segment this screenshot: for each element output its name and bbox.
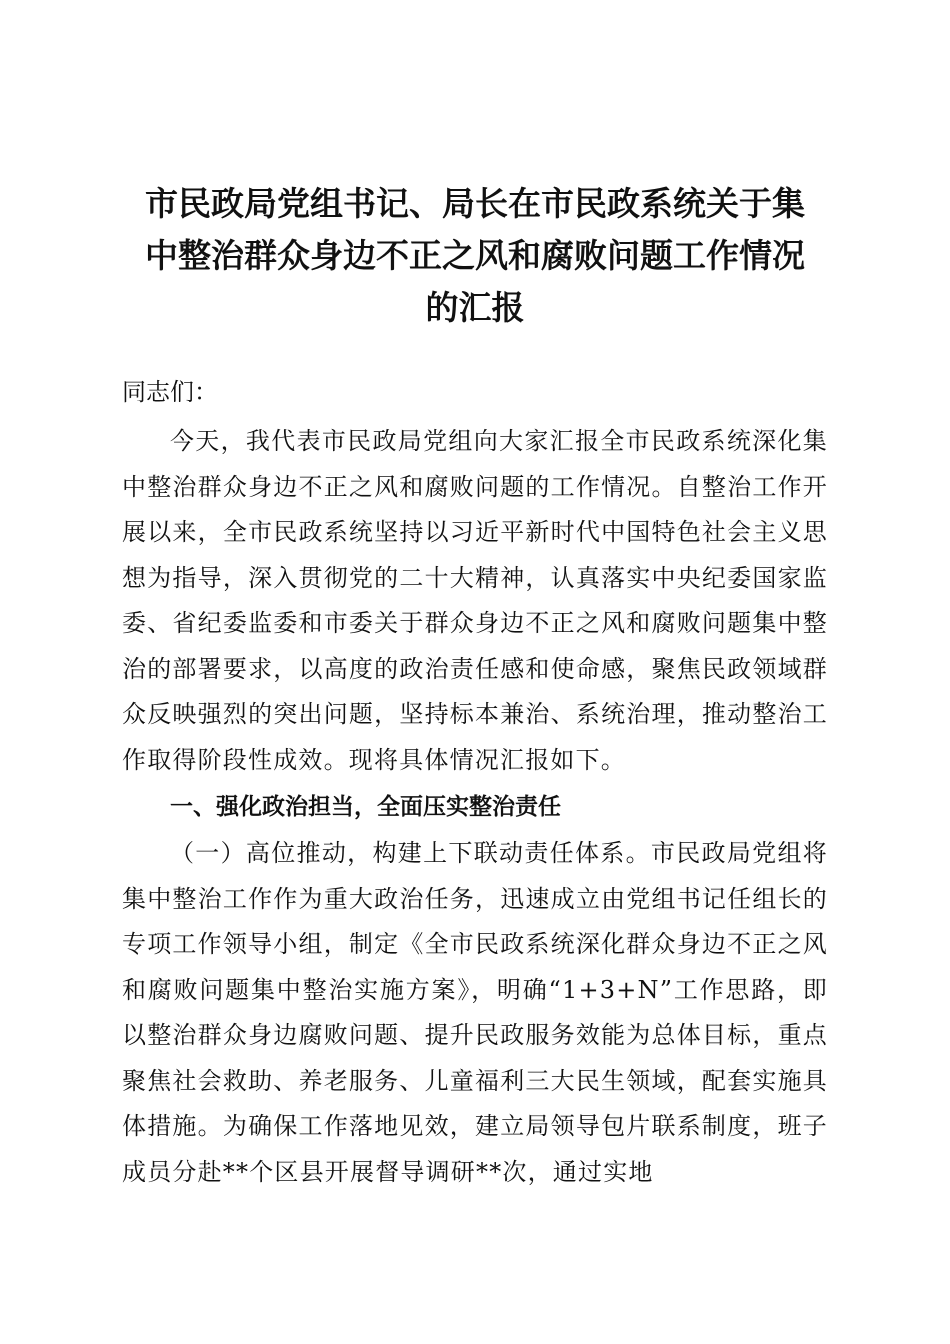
salutation: 同志们： bbox=[122, 378, 218, 406]
document-body bbox=[122, 370, 828, 1195]
section-1-heading: 一、强化政治担当，全面压实整治责任 bbox=[170, 794, 561, 820]
title-line-3: 的汇报 bbox=[425, 288, 525, 327]
document-page bbox=[122, 178, 828, 1195]
title-line-1: 市民政局党组书记、局长在市民政系统关于集 bbox=[145, 184, 805, 223]
section-1-paragraph bbox=[122, 831, 828, 1195]
document-title bbox=[122, 178, 828, 334]
title-line-2: 中整治群众身边不正之风和腐败问题工作情况 bbox=[145, 236, 805, 275]
intro-paragraph: 今天，我代表市民政局党组向大家汇报全市民政系统深化集中整治群众身边不正之风和腐败问题的工作情况。自整治工作开展以来，全市民政系统坚持以习近平新时代中国特色社会主义思想为指导，深入贯彻党的二十大精神，认真落实中央纪委国家监委、省纪委监委和市委关于群众身边不正之风和腐败问题集中整治的部署要求，以高度的政治责任感和使命感，聚焦民政领域群众反映强烈的突出问题，坚持标本兼治、系统治理，推动整治工作取得阶段性成效。现将具体情况汇报如下。 bbox=[122, 427, 828, 774]
section-1-sub-heading: （一）高位推动，构建上下联动责任体系。 bbox=[170, 839, 651, 867]
section-1-paragraph-text: 市民政局党组将集中整治工作作为重大政治任务，迅速成立由党组书记任组长的专项工作领导小组，制定《全市民政系统深化群众身边不正之风和腐败问题集中整治实施方案》，明确“1+3+N”工作思路，即以整治群众身边腐败问题、提升民政服务效能为总体目标，重点聚焦社会救助、养老服务、儿童福利三大民生领域，配套实施具体措施。为确保工作落地见效，建立局领导包片联系制度，班子成员分赴**个区县开展督导调研**次，通过实地 bbox=[122, 839, 828, 1186]
